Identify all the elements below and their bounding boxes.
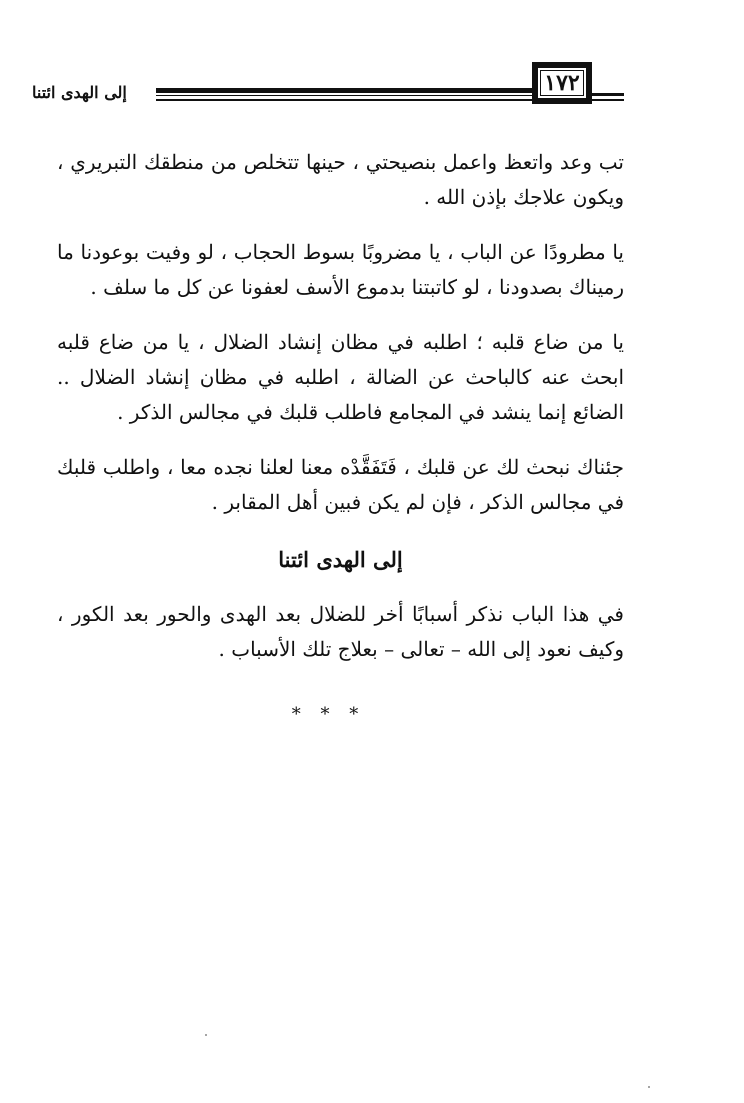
running-title: إلى الهدى ائتنا xyxy=(32,83,127,102)
page-body xyxy=(57,145,624,732)
scan-speck xyxy=(205,1034,207,1036)
section-heading: إلى الهدى ائتنا xyxy=(278,547,403,572)
page-header xyxy=(32,62,624,122)
paragraph-3: يا من ضاع قلبه ؛ اطلبه في مظان إنشاد الضلال ، يا من ضاع قلبه ابحث عنه كالباحث عن الضالة ، اطلبه في مظان إنشاد الضلال .. الضائع إنما ينشد في المجامع فاطلب قلبك في مجالس الذكر . xyxy=(57,330,624,424)
page-number: ١٧٢ xyxy=(532,62,592,104)
header-rule-end xyxy=(588,93,624,101)
section-paragraph: في هذا الباب نذكر أسبابًا أخر للضلال بعد الهدى والحور بعد الكور ، وكيف نعود إلى الله – تعالى – بعلاج تلك الأسباب . xyxy=(57,602,624,661)
ornament-asterisks: * * * xyxy=(291,704,366,725)
header-rule xyxy=(156,88,570,101)
paragraph-4: جئناك نبحث لك عن قلبك ، فَتَفَقَّدْه معنا لعلنا نجده معا ، واطلب قلبك في مجالس الذكر ، فإن لم يكن فبين أهل المقابر . xyxy=(57,455,624,514)
scan-speck xyxy=(648,1086,650,1088)
paragraph-1: تب وعد واتعظ واعمل بنصيحتي ، حينها تتخلص من منطقك التبريري ، ويكون علاجك بإذن الله . xyxy=(57,150,624,209)
paragraph-2: يا مطرودًا عن الباب ، يا مضروبًا بسوط الحجاب ، لو وفيت بوعودنا ما رميناك بصدودنا ، لو كاتبتنا بدموع الأسف لعفونا عن كل ما سلف . xyxy=(57,240,624,299)
